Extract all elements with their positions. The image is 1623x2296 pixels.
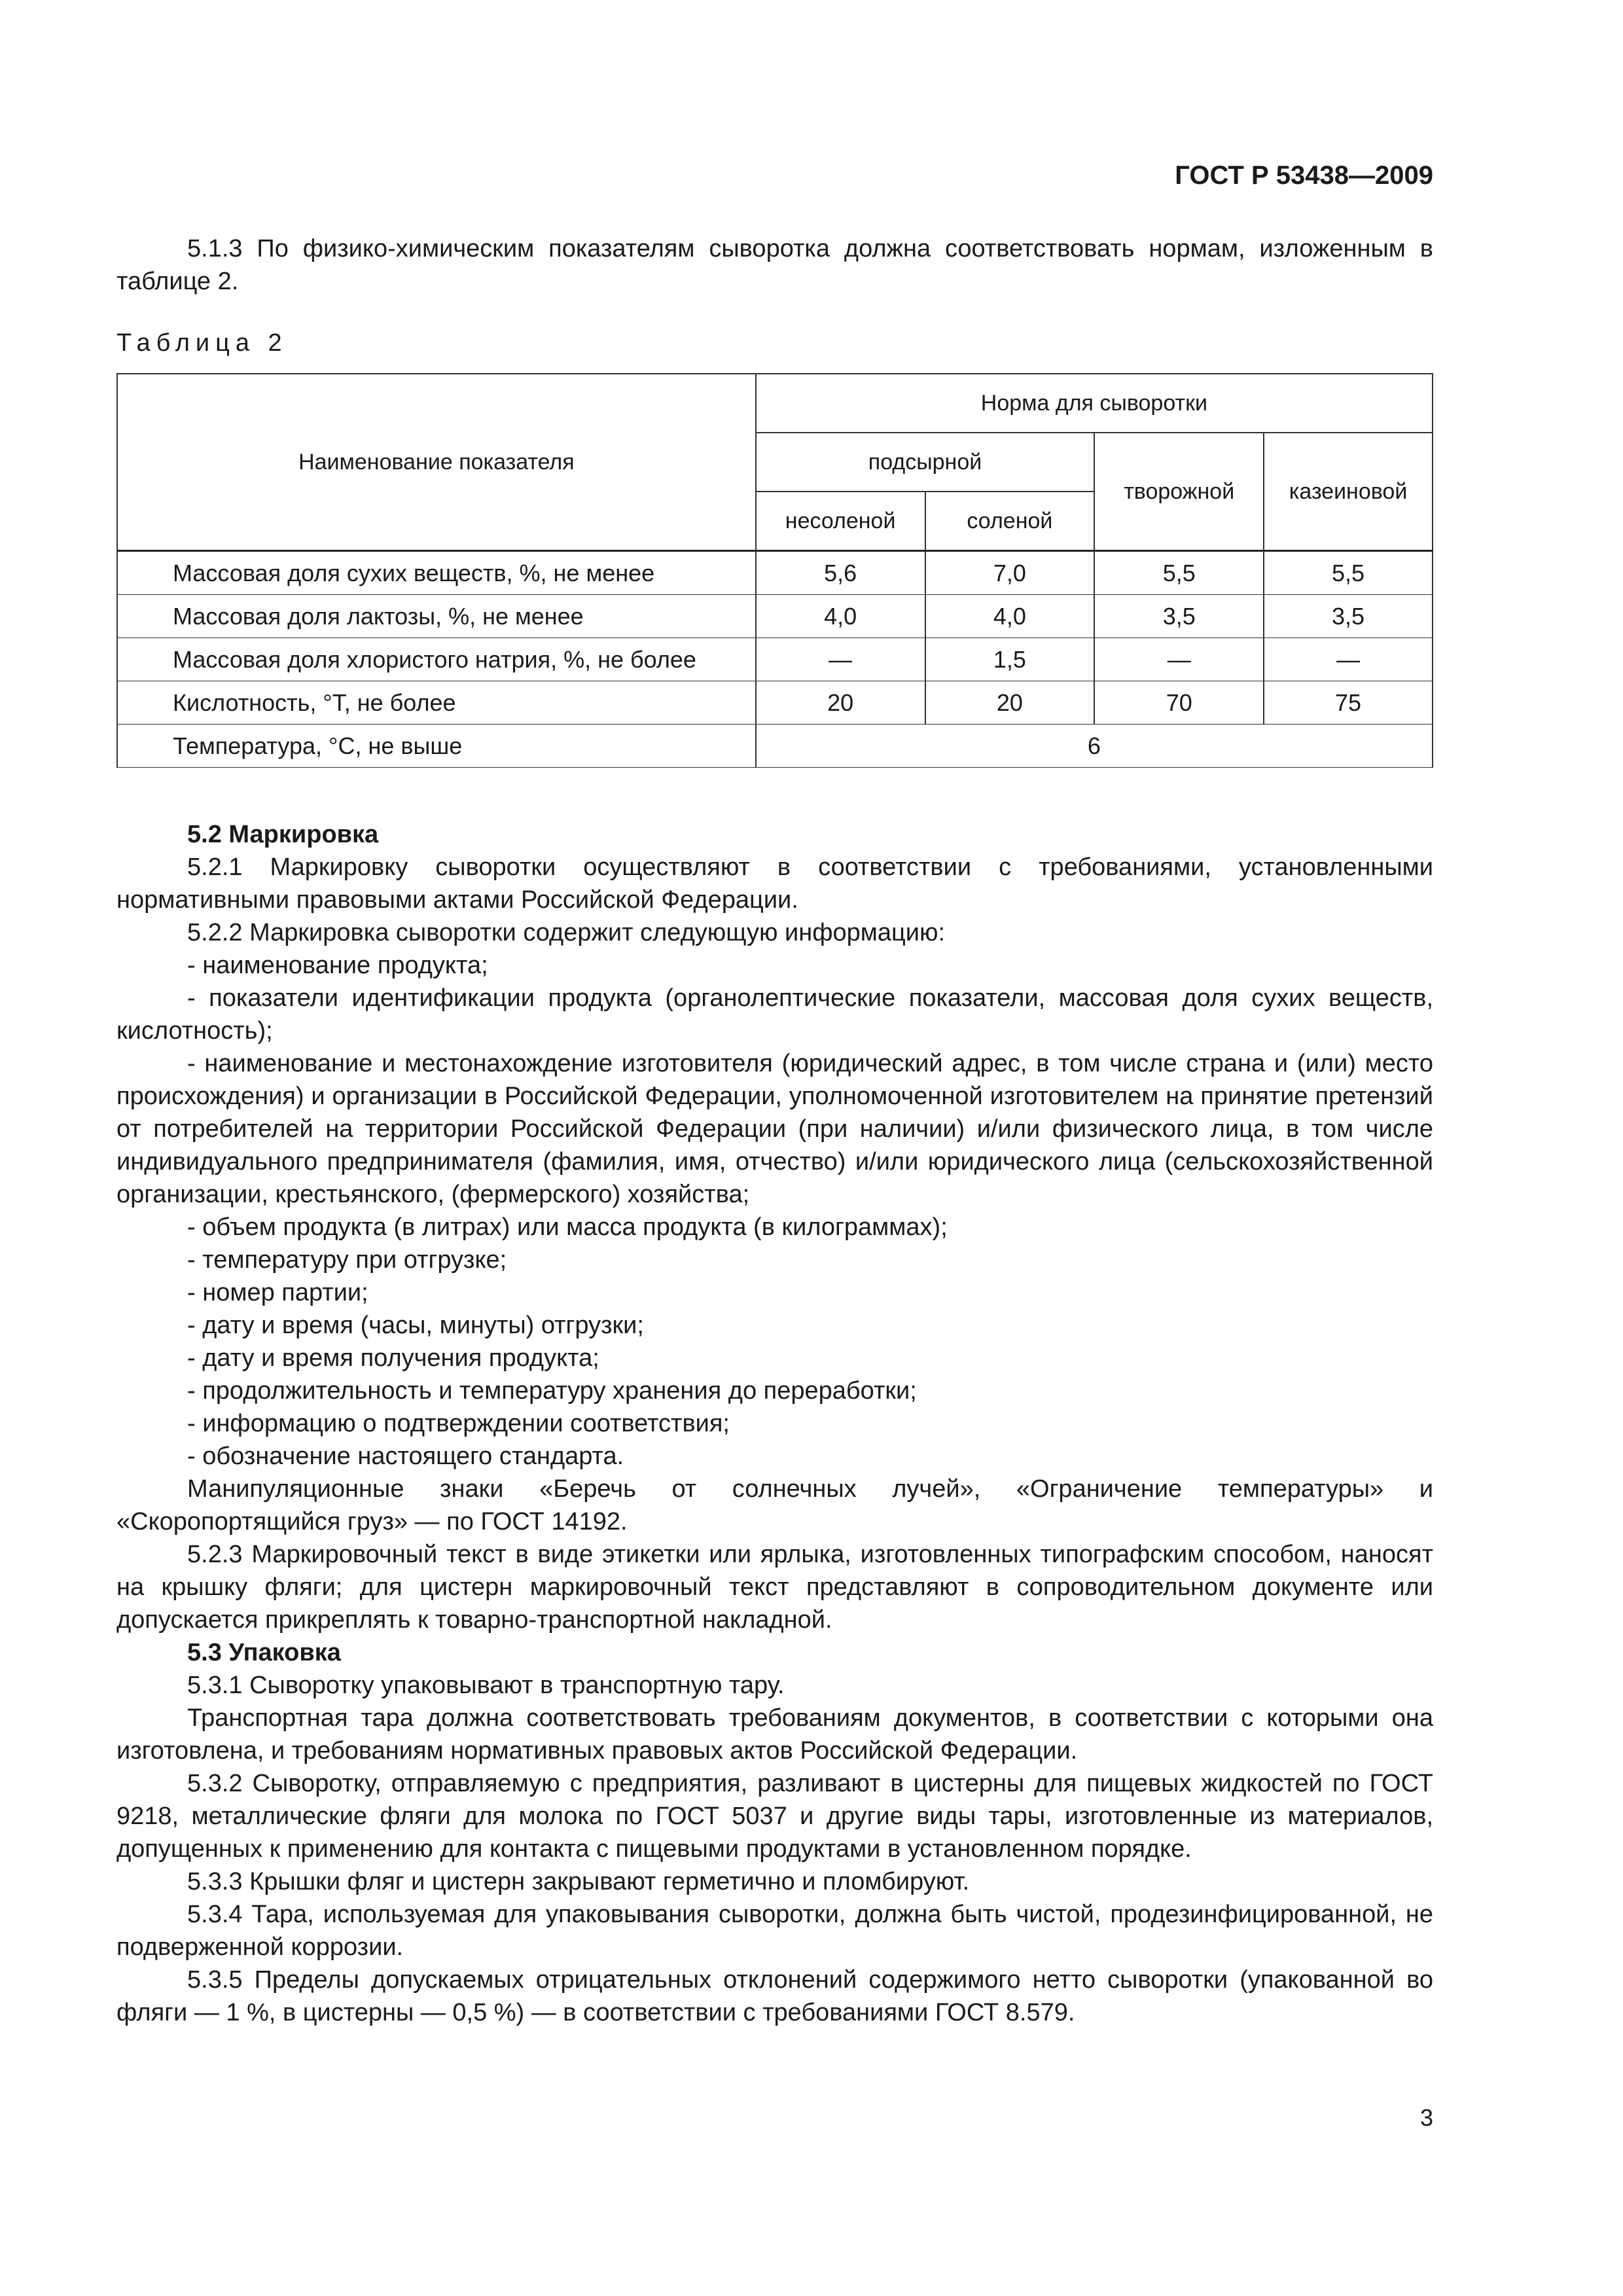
table-cell: — <box>756 638 925 681</box>
table-row <box>117 725 1433 768</box>
list-item: - обозначение настоящего стандарта. <box>187 1443 624 1470</box>
clause-5-3-1: 5.3.1 Сыворотку упаковывают в транспортную тару. <box>187 1672 785 1699</box>
table-cell: — <box>1264 638 1433 681</box>
list-item: - дату и время (часы, минуты) отгрузки; <box>187 1312 644 1339</box>
table-cell: 20 <box>756 681 925 725</box>
list-item: - наименование и местонахождение изготовителя (юридический адрес, в том числе страна и (или) место происхождения) и организации в Российской Федерации, уполномоченной изготовителем на принятие претензий от потребителей на территории Российской Федерации (при наличии) и/или физического лица, в том числе индивидуального предпринимателя (фамилия, имя, отчество) и/или юридического лица (сельскохозяйственной организации, крестьянского, (фермерского) хозяйства; <box>116 1050 1433 1208</box>
table-row <box>117 681 1433 725</box>
table-caption: Таблица 2 <box>116 329 288 357</box>
table-cell: 70 <box>1094 681 1264 725</box>
list-item: - информацию о подтверждении соответствия; <box>187 1410 730 1437</box>
section-5-3-title: 5.3 Упаковка <box>187 1639 341 1666</box>
list-item: - номер партии; <box>187 1279 368 1306</box>
table-cell: 5,5 <box>1094 551 1264 595</box>
page-number: 3 <box>1419 2104 1433 2131</box>
column-header-podsyrnoy: подсырной <box>756 433 1095 492</box>
clause-5-3-4: 5.3.4 Тара, используемая для упаковывания сыворотки, должна быть чистой, продезинфицированной, не подверженной коррозии. <box>116 1901 1433 1961</box>
row-name: Массовая доля лактозы, %, не менее <box>117 595 756 638</box>
list-item: - дату и время получения продукта; <box>187 1344 599 1372</box>
list-item: - объем продукта (в литрах) или масса продукта (в килограммах); <box>187 1213 948 1241</box>
body-text <box>116 818 1433 2029</box>
list-item: - показатели идентификации продукта (органолептические показатели, массовая доля сухих веществ, кислотность); <box>116 984 1433 1045</box>
table-cell: 20 <box>925 681 1095 725</box>
row-name: Кислотность, °Т, не более <box>117 681 756 725</box>
table-cell: 3,5 <box>1264 595 1433 638</box>
column-header-indicator: Наименование показателя <box>117 374 756 551</box>
list-item: - наименование продукта; <box>187 952 488 979</box>
table-cell: — <box>1094 638 1264 681</box>
table-cell: 5,6 <box>756 551 925 595</box>
table-cell: 1,5 <box>925 638 1095 681</box>
table-cell: 3,5 <box>1094 595 1264 638</box>
list-item: - продолжительность и температуру хранения до переработки; <box>187 1377 917 1405</box>
table-row <box>117 638 1433 681</box>
row-name: Температура, °С, не выше <box>117 725 756 768</box>
table-2 <box>116 373 1433 768</box>
clause-5-1-3: 5.1.3 По физико-химическим показателям сыворотка должна соответствовать нормам, изложенным в таблице 2. <box>116 235 1433 295</box>
table-cell: 4,0 <box>925 595 1095 638</box>
list-item: - температуру при отгрузке; <box>187 1246 507 1274</box>
standard-header: ГОСТ Р 53438—2009 <box>1175 161 1433 190</box>
table-row <box>117 595 1433 638</box>
clause-5-3-5: 5.3.5 Пределы допускаемых отрицательных отклонений содержимого нетто сыворотки (упакованной во фляги — 1 %, в цистерны — 0,5 %) — в соответствии с требованиями ГОСТ 8.579. <box>116 1966 1433 2026</box>
table-row <box>117 551 1433 595</box>
clause-5-3-3: 5.3.3 Крышки фляг и цистерн закрывают герметично и пломбируют. <box>187 1868 970 1895</box>
clause-5-2-3: 5.2.3 Маркировочный текст в виде этикетки или ярлыка, изготовленных типографским способом, наносят на крышку фляги; для цистерн маркировочный текст представляют в сопроводительном документе или допускается прикреплять к товарно-транспортной накладной. <box>116 1541 1433 1634</box>
table-cell: 7,0 <box>925 551 1095 595</box>
column-header-tvorozhnoy: творожной <box>1094 433 1264 551</box>
clause-5-2-1: 5.2.1 Маркировку сыворотки осуществляют в соответствии с требованиями, установленными нормативными правовыми актами Российской Федерации. <box>116 853 1433 914</box>
table-cell: 4,0 <box>756 595 925 638</box>
clause-5-3-2: 5.3.2 Сыворотку, отправляемую с предприятия, разливают в цистерны для пищевых жидкостей по ГОСТ 9218, металлические фляги для молока по ГОСТ 5037 и другие виды тары, изготовленные из материалов, допущенных к применению для контакта с пищевыми продуктами в установленном порядке. <box>116 1770 1433 1863</box>
row-name: Массовая доля сухих веществ, %, не менее <box>117 551 756 595</box>
column-header-nesolenoy: несоленой <box>756 492 925 551</box>
column-header-solenoy: соленой <box>925 492 1095 551</box>
clause-5-3-1-text: Транспортная тара должна соответствовать требованиям документов, в соответствии с которыми она изготовлена, и требованиям нормативных правовых актов Российской Федерации. <box>116 1704 1433 1765</box>
column-header-kazeinovoy: казеиновой <box>1264 433 1433 551</box>
table-cell: 5,5 <box>1264 551 1433 595</box>
clause-5-2-2: 5.2.2 Маркировка сыворотки содержит следующую информацию: <box>187 919 946 946</box>
table-cell: 75 <box>1264 681 1433 725</box>
column-header-norm: Норма для сыворотки <box>756 374 1433 433</box>
handling-signs: Манипуляционные знаки «Беречь от солнечных лучей», «Ограничение температуры» и «Скоропортящийся груз» — по ГОСТ 14192. <box>116 1475 1433 1535</box>
row-name: Массовая доля хлористого натрия, %, не более <box>117 638 756 681</box>
table-cell-merged: 6 <box>756 725 1433 768</box>
section-5-2-title: 5.2 Маркировка <box>187 821 379 848</box>
